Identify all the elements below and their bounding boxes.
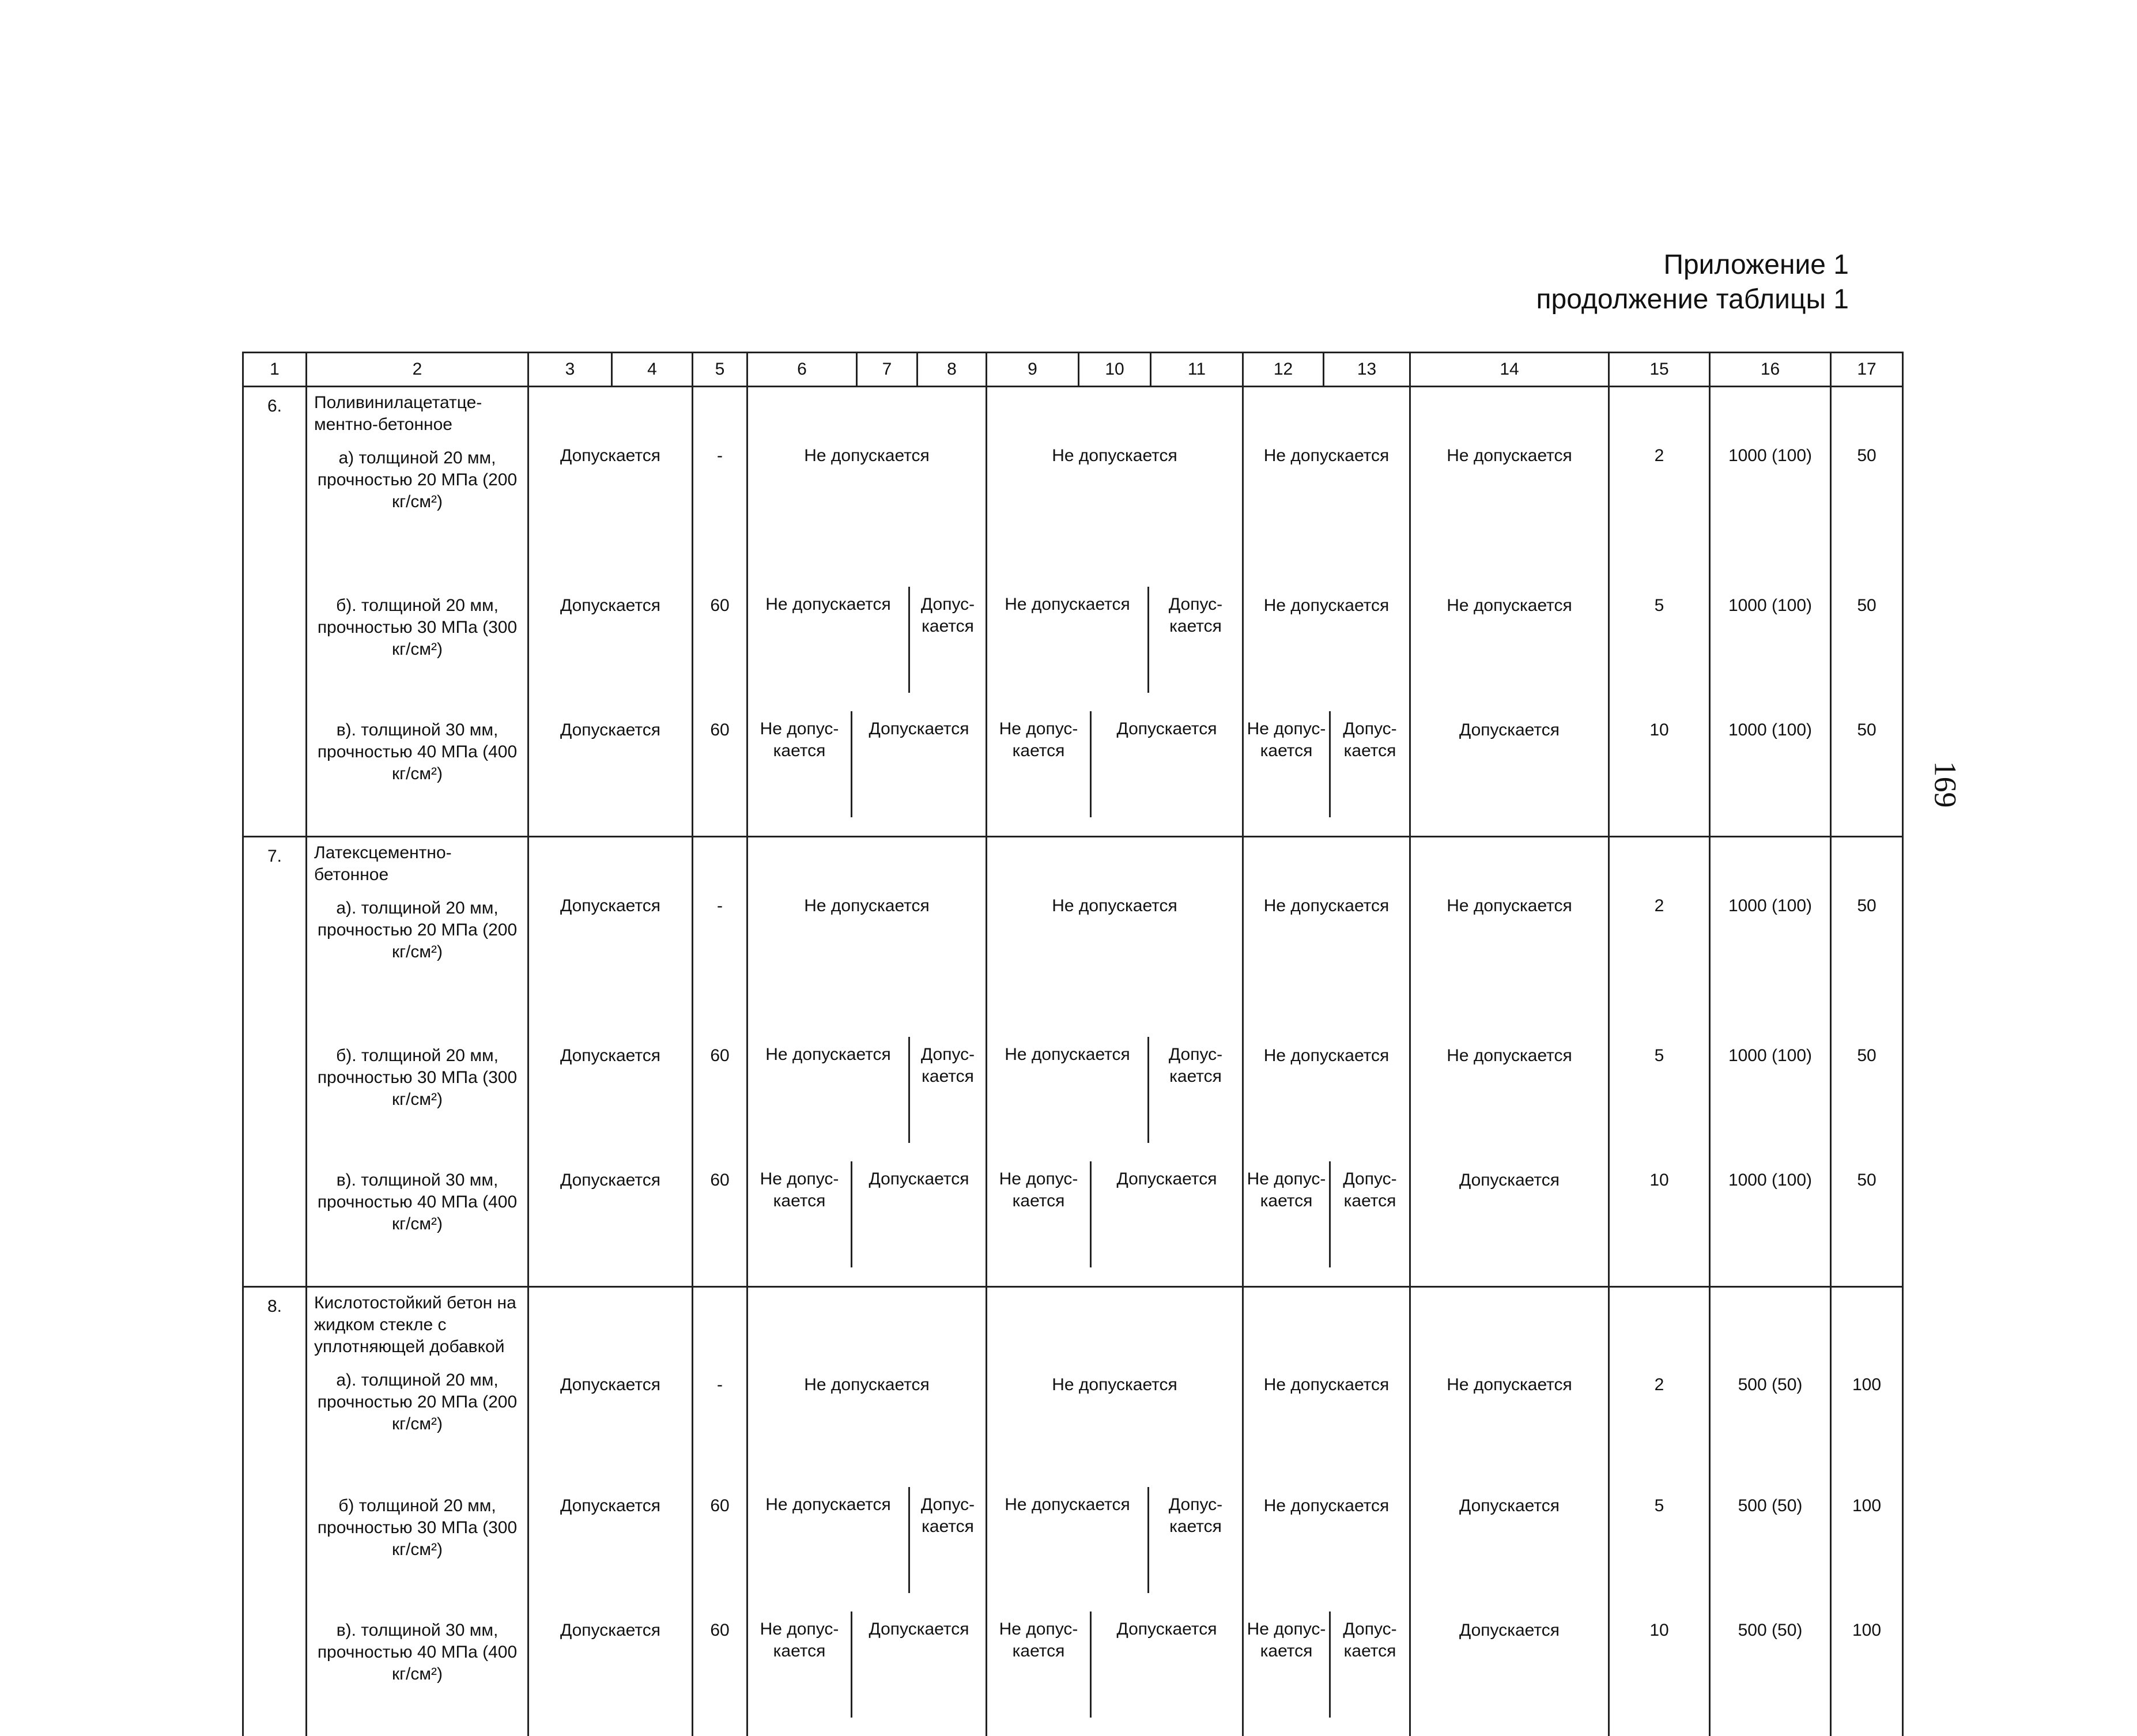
cell-col-16: 1000 (100) (1710, 587, 1831, 711)
cell-col-16: 1000 (100) (1710, 1037, 1831, 1161)
material-description (307, 711, 528, 837)
cell-cols-9-11-left: Не допускается (987, 587, 1149, 693)
cell-cols-9-11-split (987, 1037, 1242, 1143)
cell-col-17: 50 (1831, 1161, 1903, 1287)
column-number: 13 (1324, 353, 1410, 387)
cell-col-17: 50 (1831, 587, 1903, 711)
cell-cols-12-13-left: Не допус-кается (1244, 1161, 1331, 1267)
cell-cols-9-11-right: Допус-кается (1168, 1495, 1223, 1536)
material-description (307, 1287, 528, 1488)
cell-col-15: 2 (1609, 387, 1710, 587)
cell-cols-9-11-value: Не допускается (1052, 896, 1177, 915)
cell-cols-9-11-left: Не допускается (987, 1487, 1149, 1593)
cell-col-14: Не допускается (1410, 1037, 1609, 1161)
table-row (243, 1161, 1903, 1287)
material-variant: а) толщиной 20 мм, прочностью 20 МПа (200 кг/см²) (317, 448, 518, 511)
cell-cols-12-13-value: Не допускается (1263, 1375, 1390, 1394)
cell-cols-9-11-left: Не допускается (987, 1037, 1149, 1143)
cell-cols-9-11-right: Допускается (1116, 719, 1217, 738)
cell-col-5: 60 (693, 711, 747, 837)
cell-cols-12-13-value: Не допускается (1263, 446, 1390, 465)
cell-col-5: - (693, 1287, 747, 1488)
cell-cols-9-11-left: Не допус-кается (987, 1161, 1092, 1267)
cell-cols-3-4: Допускается (528, 587, 693, 711)
row-number (243, 1612, 307, 1736)
cell-cols-9-11 (987, 1037, 1243, 1161)
table-row (243, 1287, 1903, 1488)
material-title: Латексцементно-бетонное (314, 843, 452, 884)
cell-col-15: 2 (1609, 837, 1710, 1037)
cell-cols-6-8 (747, 1161, 987, 1287)
cell-cols-12-13 (1243, 837, 1410, 1037)
cell-cols-6-8-left: Не допускается (748, 1487, 910, 1593)
cell-col-17: 50 (1831, 711, 1903, 837)
material-description (307, 1037, 528, 1161)
column-number: 7 (857, 353, 918, 387)
cell-cols-9-11 (987, 1612, 1243, 1736)
cell-cols-9-11-left: Не допус-кается (987, 1612, 1092, 1718)
cell-cols-6-8 (747, 1487, 987, 1612)
cell-cols-12-13-value: Не допускается (1263, 1496, 1390, 1515)
row-number: 6. (243, 387, 307, 587)
cell-col-15: 10 (1609, 1612, 1710, 1736)
cell-col-17: 50 (1831, 1037, 1903, 1161)
cell-cols-12-13-value: Не допускается (1263, 596, 1390, 615)
material-description (307, 1487, 528, 1612)
cell-col-16: 500 (50) (1710, 1612, 1831, 1736)
material-variant: в). толщиной 30 мм, прочностью 40 МПа (400 кг/см²) (317, 720, 518, 783)
cell-cols-6-8-split (748, 711, 986, 817)
cell-col-16: 1000 (100) (1710, 387, 1831, 587)
table-continuation-label: продолжение таблицы 1 (1536, 284, 1849, 315)
material-description (307, 1161, 528, 1287)
cell-cols-12-13-right: Допус-кается (1343, 719, 1397, 760)
cell-col-17: 100 (1831, 1487, 1903, 1612)
column-number: 8 (918, 353, 987, 387)
column-number: 14 (1410, 353, 1609, 387)
cell-cols-3-4: Допускается (528, 387, 693, 587)
cell-cols-6-8 (747, 1287, 987, 1488)
cell-col-17: 50 (1831, 837, 1903, 1037)
cell-cols-3-4: Допускается (528, 1037, 693, 1161)
column-number: 4 (612, 353, 693, 387)
cell-cols-3-4: Допускается (528, 837, 693, 1037)
cell-col-15: 5 (1609, 1037, 1710, 1161)
cell-col-14: Не допускается (1410, 837, 1609, 1037)
cell-cols-6-8-split (748, 1487, 986, 1593)
cell-col-16: 500 (50) (1710, 1287, 1831, 1488)
cell-cols-9-11-split (987, 1487, 1242, 1593)
table-row (243, 711, 1903, 837)
cell-cols-9-11-right: Допус-кается (1168, 1045, 1223, 1086)
cell-cols-6-8-left: Не допускается (748, 1037, 910, 1143)
cell-cols-3-4: Допускается (528, 1487, 693, 1612)
cell-cols-12-13 (1243, 387, 1410, 587)
material-variant: в). толщиной 30 мм, прочностью 40 МПа (400 кг/см²) (317, 1171, 518, 1233)
cell-cols-6-8-split (748, 1612, 986, 1718)
cell-cols-9-11-value: Не допускается (1052, 446, 1177, 465)
cell-col-15: 2 (1609, 1287, 1710, 1488)
cell-cols-9-11-split (987, 1612, 1242, 1718)
cell-cols-6-8-right: Допускается (869, 1169, 969, 1188)
column-number: 1 (243, 353, 307, 387)
cell-cols-3-4: Допускается (528, 711, 693, 837)
row-number (243, 711, 307, 837)
cell-col-5: 60 (693, 1037, 747, 1161)
cell-cols-9-11 (987, 1487, 1243, 1612)
cell-cols-6-8 (747, 711, 987, 837)
material-title: Поливинилацетатце-ментно-бетонное (314, 393, 482, 434)
table-row (243, 1612, 1903, 1736)
cell-cols-6-8 (747, 837, 987, 1037)
cell-col-5: 60 (693, 1161, 747, 1287)
column-number: 12 (1243, 353, 1324, 387)
cell-cols-9-11-left: Не допус-кается (987, 711, 1092, 817)
cell-cols-6-8-right: Допус-кается (920, 1045, 975, 1086)
cell-col-17: 100 (1831, 1287, 1903, 1488)
cell-col-14: Допускается (1410, 1612, 1609, 1736)
cell-cols-9-11 (987, 387, 1243, 587)
cell-cols-9-11-split (987, 711, 1242, 817)
column-number: 17 (1831, 353, 1903, 387)
cell-cols-12-13 (1243, 1487, 1410, 1612)
column-number: 9 (987, 353, 1079, 387)
table-row (243, 1037, 1903, 1161)
cell-cols-12-13-split (1244, 1161, 1409, 1267)
cell-cols-12-13-left: Не допус-кается (1244, 711, 1331, 817)
material-description (307, 1612, 528, 1736)
cell-col-5: 60 (693, 1487, 747, 1612)
column-number: 6 (747, 353, 857, 387)
cell-col-17: 50 (1831, 387, 1903, 587)
cell-cols-6-8-value: Не допускается (804, 896, 930, 915)
cell-col-5: 60 (693, 587, 747, 711)
cell-cols-6-8-right: Допускается (869, 719, 969, 738)
cell-cols-12-13-right: Допус-кается (1343, 1169, 1397, 1210)
cell-cols-9-11 (987, 1287, 1243, 1488)
cell-col-5: - (693, 387, 747, 587)
column-number: 15 (1609, 353, 1710, 387)
material-variant: в). толщиной 30 мм, прочностью 40 МПа (400 кг/см²) (317, 1621, 518, 1684)
page-number: 169 (1928, 761, 1963, 808)
cell-cols-6-8-right: Допус-кается (920, 1495, 975, 1536)
column-number-row (243, 353, 1903, 387)
material-description (307, 587, 528, 711)
row-number: 7. (243, 837, 307, 1037)
row-number (243, 587, 307, 711)
requirements-table (242, 352, 1904, 1736)
cell-col-14: Допускается (1410, 1487, 1609, 1612)
table-row (243, 1487, 1903, 1612)
table-row (243, 837, 1903, 1037)
row-number (243, 1037, 307, 1161)
cell-col-16: 500 (50) (1710, 1487, 1831, 1612)
cell-cols-9-11-split (987, 1161, 1242, 1267)
cell-cols-6-8-left: Не допус-кается (748, 1612, 852, 1718)
cell-cols-6-8 (747, 1037, 987, 1161)
column-number: 3 (528, 353, 612, 387)
cell-cols-12-13 (1243, 1037, 1410, 1161)
cell-col-14: Не допускается (1410, 1287, 1609, 1488)
cell-col-14: Не допускается (1410, 587, 1609, 711)
cell-cols-6-8-value: Не допускается (804, 1375, 930, 1394)
cell-cols-6-8-split (748, 1037, 986, 1143)
cell-col-14: Не допускается (1410, 387, 1609, 587)
material-description (307, 387, 528, 587)
cell-cols-12-13 (1243, 1161, 1410, 1287)
material-variant: б) толщиной 20 мм, прочностью 30 МПа (300 кг/см²) (317, 1496, 518, 1559)
cell-col-15: 10 (1609, 711, 1710, 837)
cell-cols-9-11 (987, 711, 1243, 837)
cell-cols-6-8-left: Не допускается (748, 587, 910, 693)
cell-cols-12-13-split (1244, 1612, 1409, 1718)
cell-col-16: 1000 (100) (1710, 1161, 1831, 1287)
row-number: 8. (243, 1287, 307, 1488)
cell-cols-6-8-left: Не допус-кается (748, 711, 852, 817)
column-number: 10 (1079, 353, 1151, 387)
column-number: 2 (307, 353, 528, 387)
cell-col-14: Допускается (1410, 1161, 1609, 1287)
row-number (243, 1487, 307, 1612)
cell-col-14: Допускается (1410, 711, 1609, 837)
cell-col-16: 1000 (100) (1710, 837, 1831, 1037)
material-variant: б). толщиной 20 мм, прочностью 30 МПа (300 кг/см²) (317, 1046, 518, 1109)
cell-cols-6-8-right: Допускается (869, 1620, 969, 1639)
cell-cols-12-13-right: Допус-кается (1343, 1620, 1397, 1660)
cell-col-16: 1000 (100) (1710, 711, 1831, 837)
page-heading (1536, 248, 1849, 317)
cell-cols-9-11-right: Допус-кается (1168, 595, 1223, 636)
cell-cols-9-11-right: Допускается (1116, 1169, 1217, 1188)
cell-cols-12-13-value: Не допускается (1263, 1046, 1390, 1065)
cell-col-15: 5 (1609, 587, 1710, 711)
material-variant: а). толщиной 20 мм, прочностью 20 МПа (200 кг/см²) (317, 899, 518, 961)
cell-cols-6-8 (747, 1612, 987, 1736)
cell-cols-6-8-split (748, 1161, 986, 1267)
column-number: 11 (1151, 353, 1243, 387)
table-row (243, 587, 1903, 711)
row-number (243, 1161, 307, 1287)
cell-cols-12-13-split (1244, 711, 1409, 817)
cell-cols-12-13 (1243, 711, 1410, 837)
cell-cols-3-4: Допускается (528, 1287, 693, 1488)
cell-cols-6-8-value: Не допускается (804, 446, 930, 465)
cell-col-5: - (693, 837, 747, 1037)
cell-cols-6-8-left: Не допус-кается (748, 1161, 852, 1267)
cell-col-5: 60 (693, 1612, 747, 1736)
cell-cols-9-11 (987, 587, 1243, 711)
cell-cols-12-13-value: Не допускается (1263, 896, 1390, 915)
cell-col-15: 5 (1609, 1487, 1710, 1612)
material-variant: а). толщиной 20 мм, прочностью 20 МПа (200 кг/см²) (317, 1371, 518, 1433)
cell-cols-12-13 (1243, 1612, 1410, 1736)
material-title: Кислотостойкий бетон на жидком стекле с уплотняющей добавкой (314, 1293, 516, 1356)
cell-cols-6-8-right: Допус-кается (920, 595, 975, 636)
cell-cols-6-8-split (748, 587, 986, 693)
cell-cols-9-11 (987, 1161, 1243, 1287)
column-number: 5 (693, 353, 747, 387)
cell-cols-9-11-split (987, 587, 1242, 693)
table-row (243, 387, 1903, 587)
cell-cols-6-8 (747, 387, 987, 587)
cell-cols-6-8 (747, 587, 987, 711)
cell-cols-3-4: Допускается (528, 1161, 693, 1287)
cell-col-17: 100 (1831, 1612, 1903, 1736)
cell-cols-12-13 (1243, 587, 1410, 711)
cell-cols-3-4: Допускается (528, 1612, 693, 1736)
column-number: 16 (1710, 353, 1831, 387)
cell-col-15: 10 (1609, 1161, 1710, 1287)
cell-cols-9-11 (987, 837, 1243, 1037)
cell-cols-12-13 (1243, 1287, 1410, 1488)
cell-cols-9-11-right: Допускается (1116, 1620, 1217, 1639)
material-description (307, 837, 528, 1037)
cell-cols-9-11-value: Не допускается (1052, 1375, 1177, 1394)
appendix-label: Приложение 1 (1663, 250, 1849, 280)
material-variant: б). толщиной 20 мм, прочностью 30 МПа (300 кг/см²) (317, 596, 518, 659)
cell-cols-12-13-left: Не допус-кается (1244, 1612, 1331, 1718)
